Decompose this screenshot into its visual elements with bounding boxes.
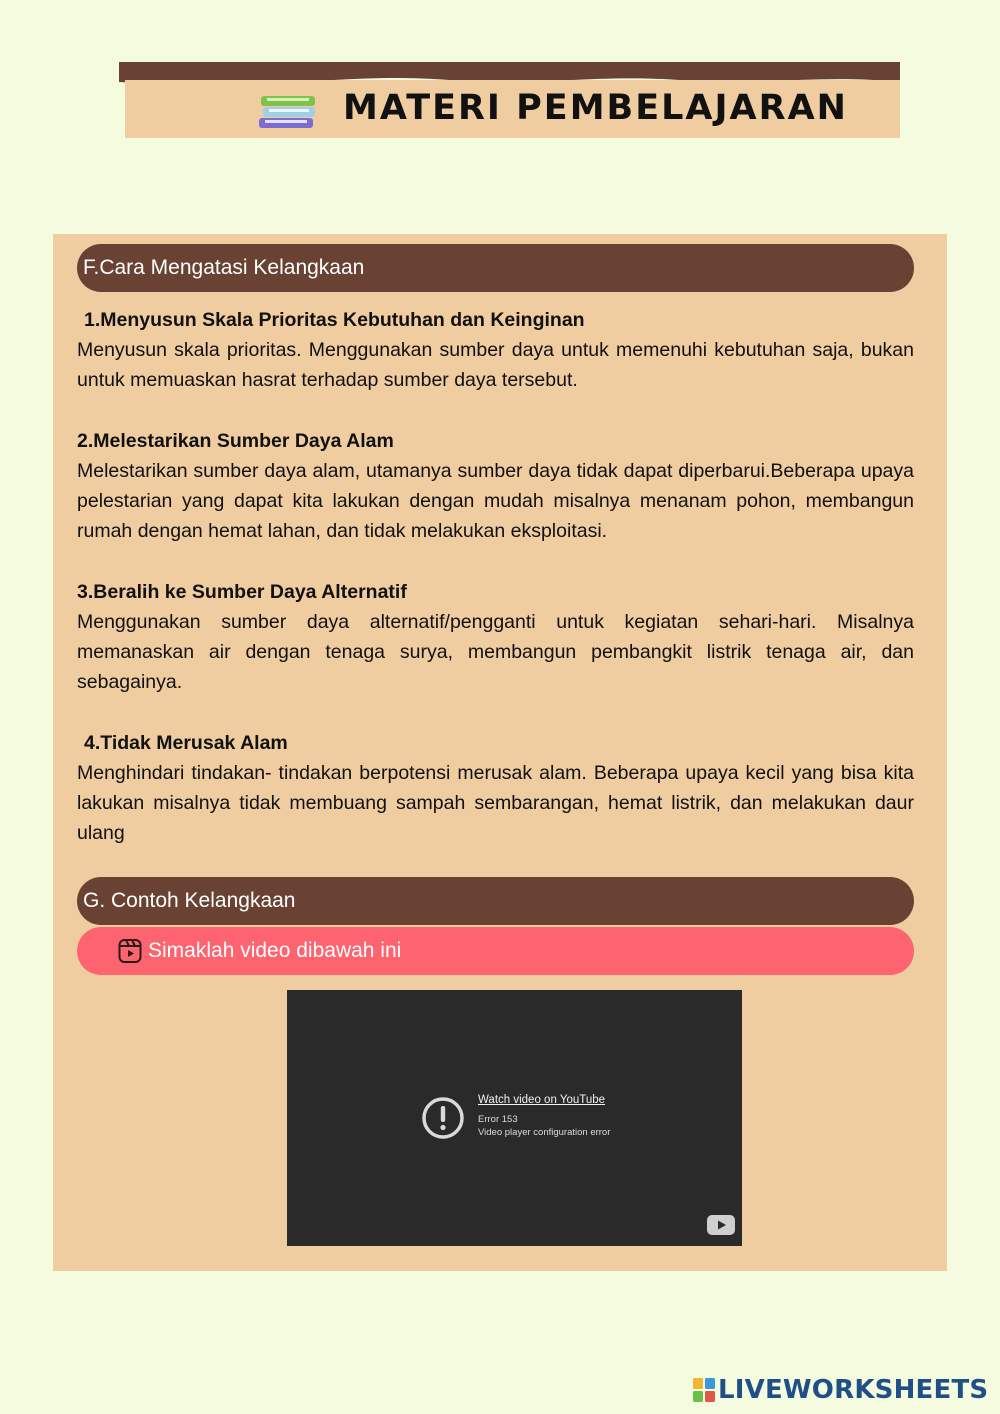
youtube-icon[interactable] (707, 1215, 735, 1235)
item-2-text: Melestarikan sumber daya alam, utamanya sumber daya tidak dapat diperbarui.Beberapa upaya pelestarian yang dapat kita lakukan dengan mudah misalnya menanam pohon, membangun rumah dengan hemat lahan, dan tidak melakukan eksploitasi. (77, 460, 914, 543)
liveworksheets-mark-icon (693, 1378, 715, 1402)
embedded-video-player[interactable] (287, 990, 742, 1246)
video-instruction-label: Simaklah video dibawah ini (148, 939, 402, 962)
books-icon (255, 88, 319, 134)
error-code: Error 153 (478, 1114, 518, 1125)
item-4-text: Menghindari tindakan- tindakan berpotensi merusak alam. Beberapa upaya kecil yang bisa kita lakukan misalnya tidak membuang sampah sembarangan, hemat listrik, dan melakukan daur ulang (77, 762, 914, 845)
alert-circle-icon (421, 1096, 465, 1140)
liveworksheets-brand-text: LIVEWORKSHEETS (718, 1375, 989, 1405)
header-banner (119, 60, 900, 138)
section-f-content (77, 305, 914, 849)
item-3-heading: 3.Beralih ke Sumber Daya Alternatif (77, 580, 407, 603)
item-2-heading: 2.Melestarikan Sumber Daya Alam (77, 429, 394, 452)
item-1-text: Menyusun skala prioritas. Menggunakan sumber daya untuk memenuhi kebutuhan saja, bukan untuk memuaskan hasrat terhadap sumber daya tersebut. (77, 339, 914, 392)
item-3-text: Menggunakan sumber daya alternatif/pengganti untuk kegiatan sehari-hari. Misalnya memanaskan air dengan tenaga surya, membangun pembangkit listrik tenaga air, dan sebagainya. (77, 611, 914, 694)
item-4-heading: 4.Tidak Merusak Alam (84, 731, 288, 754)
watch-on-youtube-link[interactable]: Watch video on YouTube (478, 1094, 606, 1106)
video-reel-icon (118, 938, 142, 964)
section-g-header: G. Contoh Kelangkaan (77, 877, 914, 925)
page-title: MATERI PEMBELAJARAN (343, 88, 848, 128)
error-message: Video player configuration error (478, 1127, 611, 1138)
video-instruction (77, 927, 914, 975)
item-1-heading: 1.Menyusun Skala Prioritas Kebutuhan dan Keinginan (84, 309, 585, 331)
section-f-header: F.Cara Mengatasi Kelangkaan (77, 244, 914, 292)
